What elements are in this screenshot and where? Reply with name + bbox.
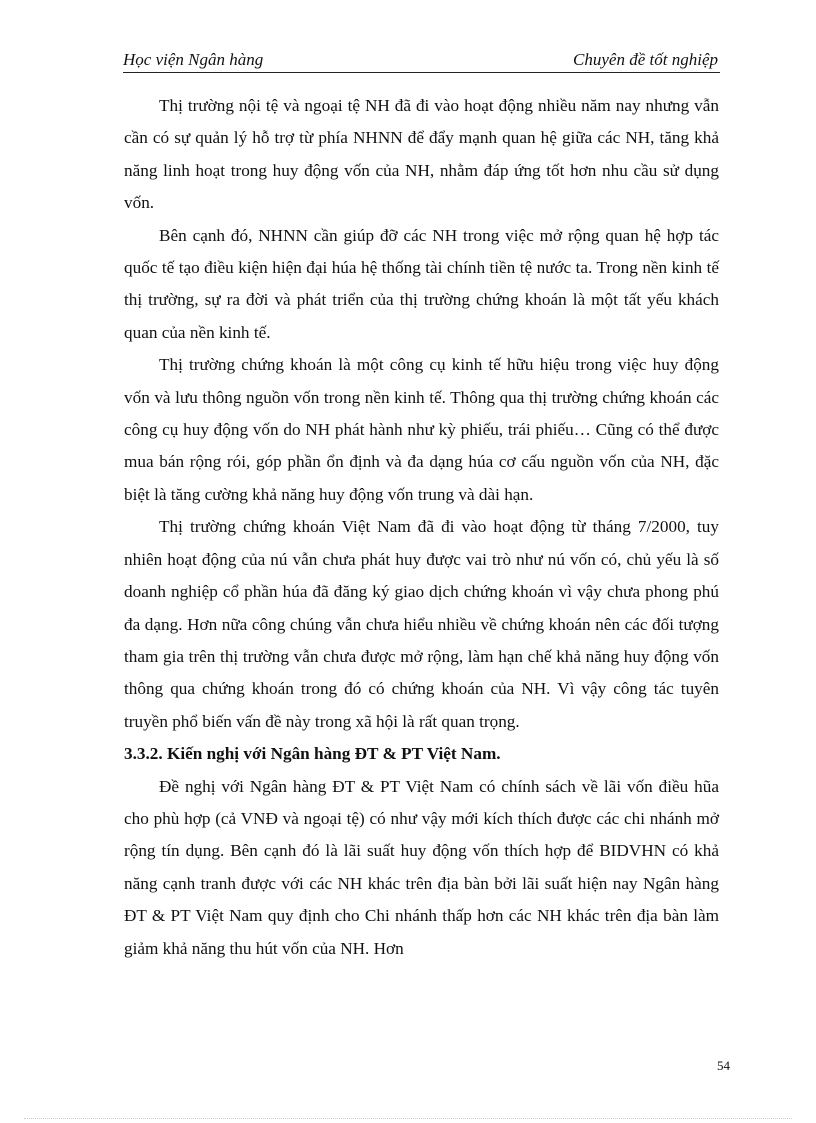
page-number: 54	[717, 1058, 730, 1073]
section-heading: 3.3.2. Kiến nghị với Ngân hàng ĐT & PT Việt Nam.	[124, 744, 501, 764]
paragraph-stock-market-tool: Thị trường chứng khoán là một công cụ kinh tế hữu hiệu trong việc huy động vốn và lưu thông nguồn vốn trong nền kinh tế. Thông qua thị trường chứng khoán các công cụ huy động vốn do NH phát hành như kỳ phiếu, trái phiếu… Cũng có thể được mua bán rộng rói, góp phần ổn định và đa dạng húa cơ cấu nguồn vốn của NH, đặc biệt là tăng cường khả năng huy động vốn trung và dài hạn.	[124, 355, 719, 504]
paragraph-vietnam-stock-market: Thị trường chứng khoán Việt Nam đã đi vào hoạt động từ tháng 7/2000, tuy nhiên hoạt động của nú vẫn chưa phát huy được vai trò như nú vốn có, chủ yếu là số doanh nghiệp cổ phần húa đã đăng ký giao dịch chứng khoán vì vậy chưa phong phú đa dạng. Hơn nữa công chúng vẫn chưa hiểu nhiều về chứng khoán nên các đối tượng tham gia trên thị trường vẫn chưa được mở rộng, làm hạn chế khả năng huy động vốn thông qua chứng khoán trong đó có chứng khoán của NH. Vì vậy công tác tuyên truyền phổ biến vấn đề này trong xã hội là rất quan trọng.	[124, 517, 719, 731]
paragraph-recommendation: Đề nghị với Ngân hàng ĐT & PT Việt Nam có chính sách về lãi vốn điều hũa cho phù hợp (cả VNĐ và ngoại tệ) có như vậy mới kích thích được các chi nhánh mở rộng tín dụng. Bên cạnh đó là lãi suất huy động vốn thích hợp để BIDVHN có khả năng cạnh tranh được với các NH khác trên địa bàn bởi lãi suất hiện nay Ngân hàng ĐT & PT Việt Nam quy định cho Chi nhánh thấp hơn các NH khác trên địa bàn làm giảm khả năng thu hút vốn của NH. Hơn	[124, 776, 719, 958]
page-bottom-border	[24, 1118, 792, 1119]
page-header	[123, 48, 720, 73]
header-institution: Học viện Ngân hàng	[123, 50, 264, 69]
header-document-type: Chuyên đề tốt nghiệp	[573, 50, 718, 69]
page-content	[124, 90, 719, 965]
paragraph-domestic-foreign-market: Thị trường nội tệ và ngoại tệ NH đã đi vào hoạt động nhiều năm nay nhưng vẫn cần có sự quản lý hỗ trợ từ phía NHNN để đẩy mạnh quan hệ giữa các NH, tăng khả năng linh hoạt trong huy động vốn của NH, nhằm đáp ứng tốt hơn nhu cầu sử dụng vốn.	[124, 96, 719, 213]
paragraph-international-cooperation: Bên cạnh đó, NHNN cần giúp đỡ các NH trong việc mở rộng quan hệ hợp tác quốc tế tạo điều kiện hiện đại húa hệ thống tài chính tiền tệ nước ta. Trong nền kinh tế thị trường, sự ra đời và phát triển của thị trường chứng khoán là một tất yếu khách quan của nền kinh tế.	[124, 225, 719, 342]
